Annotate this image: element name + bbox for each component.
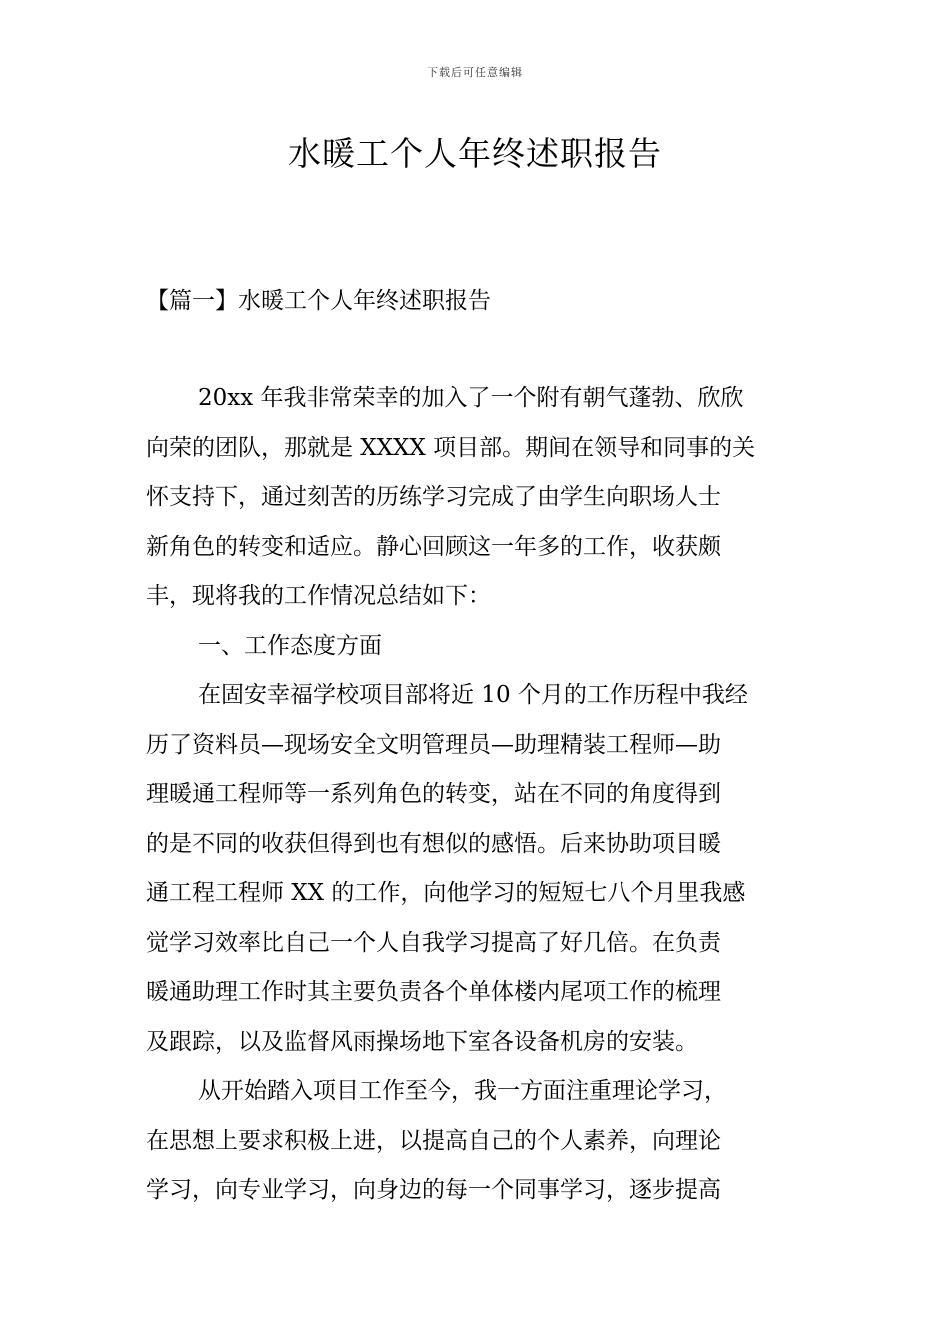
paragraph-line: 从开始踏入项目工作至今，我一方面注重理论学习，	[198, 1078, 727, 1104]
paragraph-line: 20xx 年我非常荣幸的加入了一个附有朝气蓬勃、欣欣	[198, 385, 744, 411]
paragraph-line: 理暖通工程师等一系列角色的转变，站在不同的角度得到	[146, 781, 721, 807]
paragraph-line: 在固安幸福学校项目部将近 10 个月的工作历程中我经	[198, 682, 748, 708]
body-text	[146, 374, 806, 1216]
subsection-heading: 一、工作态度方面	[198, 632, 382, 659]
paragraph-line: 学习，向专业学习，向身边的每一个同事学习，逐步提高	[146, 1177, 721, 1203]
paragraph-line: 历了资料员—现场安全文明管理员—助理精装工程师—助	[146, 731, 721, 758]
paragraph-line: 向荣的团队，那就是 XXXX 项目部。期间在领导和同事的关	[146, 434, 756, 461]
document-title: 水暖工个人年终述职报告	[288, 134, 662, 173]
paragraph-line: 暖通助理工作时其主要负责各个单体楼内尾项工作的梳理	[146, 979, 721, 1005]
section-heading: 【篇一】水暖工个人年终述职报告	[146, 288, 491, 314]
header-note: 下载后可任意编辑	[427, 66, 523, 79]
paragraph-line: 及跟踪，以及监督风雨操场地下室各设备机房的安装。	[146, 1028, 698, 1055]
paragraph-line: 觉学习效率比自己一个人自我学习提高了好几倍。在负责	[146, 929, 721, 956]
paragraph-line: 在思想上要求积极上进，以提高自己的个人素养，向理论	[146, 1127, 721, 1154]
paragraph-line: 怀支持下，通过刻苦的历练学习完成了由学生向职场人士	[146, 484, 721, 510]
paragraph-line: 通工程工程师 XX 的工作，向他学习的短短七八个月里我感	[146, 880, 746, 906]
paragraph-line: 的是不同的收获但得到也有想似的感悟。后来协助项目暖	[146, 830, 721, 857]
paragraph-line: 新角色的转变和适应。静心回顾这一年多的工作，收获颇	[146, 533, 721, 560]
paragraph-line: 丰，现将我的工作情况总结如下：	[146, 583, 491, 609]
